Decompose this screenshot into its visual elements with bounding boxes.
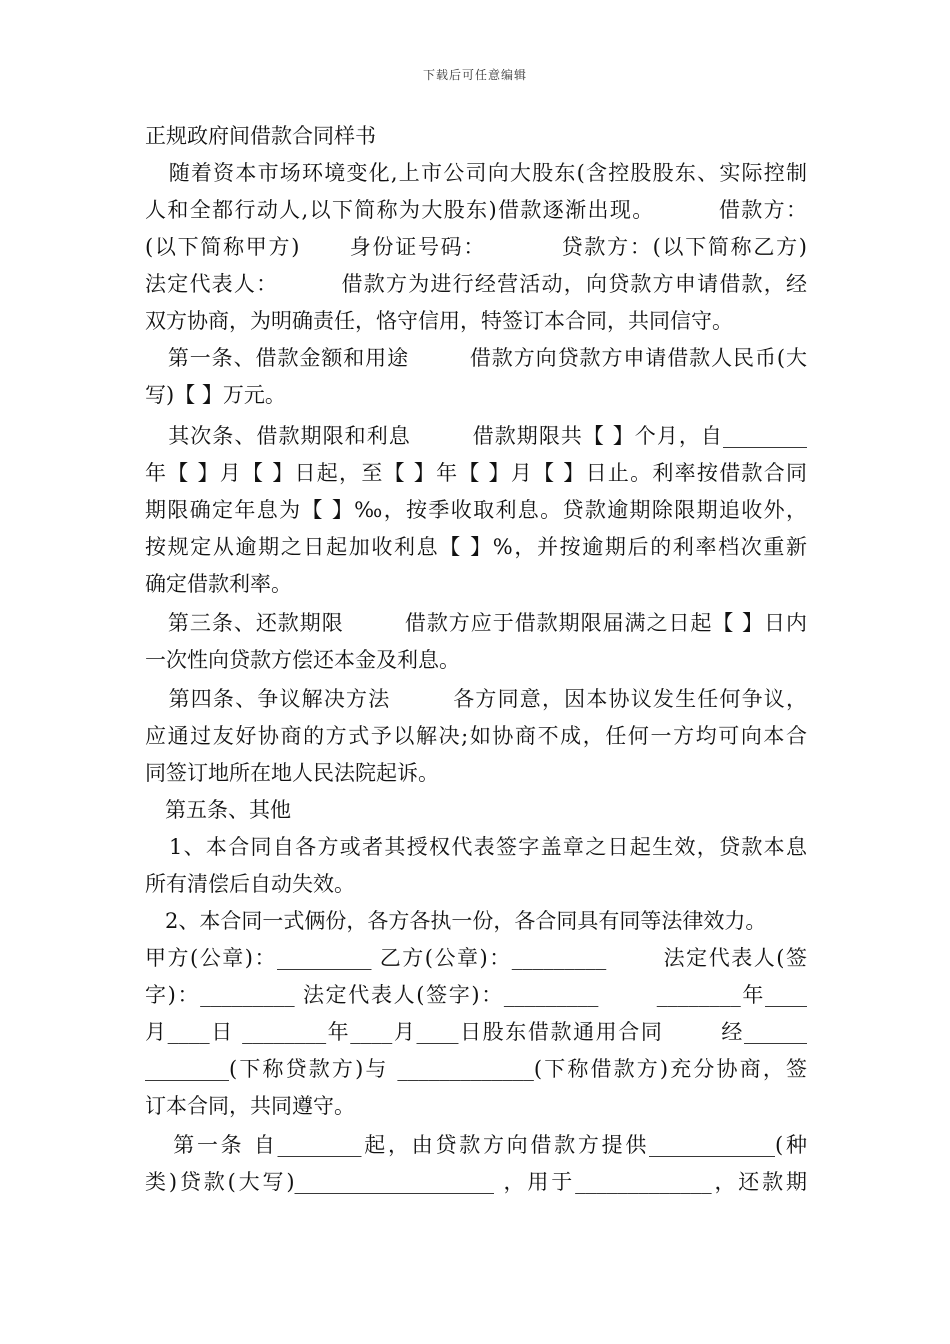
- document-title: 正规政府间借款合同样书: [145, 124, 376, 148]
- text-line: 年【 】月【 】日起，至【 】年【 】月【 】日止。利率按借款合同: [145, 461, 807, 485]
- text-line: 按规定从逾期之日起加收利息【 】%，并按逾期后的利率档次重新: [145, 535, 807, 559]
- text-line: (以下简称甲方) 身份证号码： 贷款方：(以下简称乙方): [145, 235, 807, 259]
- text-line: 随着资本市场环境变化,上市公司向大股东(含控股股东、实际控制: [145, 161, 807, 185]
- text-line: 写)【 】万元。: [145, 383, 286, 407]
- text-line: 一次性向贷款方偿还本金及利息。: [145, 648, 460, 672]
- signature-line: 甲方(公章)：_________ 乙方(公章)：_________ 法定代表人(签: [145, 946, 807, 970]
- text-line: 应通过友好协商的方式予以解决;如协商不成，任何一方均可向本合: [145, 724, 807, 748]
- text-line: 法定代表人： 借款方为进行经营活动，向贷款方申请借款，经: [145, 272, 807, 296]
- clause-heading-line: 第四条、争议解决方法 各方同意，因本协议发生任何争议，: [145, 687, 807, 711]
- page-header: 下载后可任意编辑: [422, 68, 527, 82]
- clause-heading-line: 第一条 自________起，由贷款方向借款方提供____________(种: [145, 1133, 807, 1157]
- text-line: 双方协商，为明确责任，恪守信用，特签订本合同，共同信守。: [145, 309, 733, 333]
- clause-heading-line: 其次条、借款期限和利息 借款期限共【 】个月，自________: [145, 424, 807, 448]
- text-line: 确定借款利率。: [145, 572, 292, 596]
- document-body: [145, 118, 807, 1201]
- clause-heading-line: 第五条、其他: [145, 798, 292, 822]
- text-line: 订本合同，共同遵守。: [145, 1094, 355, 1118]
- clause-heading-line: 第三条、还款期限 借款方应于借款期限届满之日起【 】日内: [145, 611, 807, 635]
- text-line: 人和全都行动人,以下简称为大股东)借款逐渐出现。 借款方：: [145, 198, 807, 222]
- text-line: 期限确定年息为【 】‰，按季收取利息。贷款逾期除限期追收外，: [145, 498, 807, 522]
- signature-line: 字)：_________ 法定代表人(签字)：_________ ________年____: [145, 983, 807, 1007]
- clause-heading-line: 第一条、借款金额和用途 借款方向贷款方申请借款人民币(大: [145, 346, 807, 370]
- text-line: 2、本合同一式俩份，各方各执一份，各合同具有同等法律效力。: [145, 909, 767, 933]
- text-line: 所有清偿后自动失效。: [145, 872, 355, 896]
- text-line: 类)贷款(大写)___________________ ，用于_____________，还款期: [145, 1170, 807, 1194]
- text-line: 1、本合同自各方或者其授权代表签字盖章之日起生效，贷款本息: [145, 835, 807, 859]
- signature-line: 月____日 ________年____月____日股东借款通用合同 经______: [145, 1020, 807, 1044]
- text-line: 同签订地所在地人民法院起诉。: [145, 761, 439, 785]
- text-line: ________(下称贷款方)与 _____________(下称借款方)充分协商，签: [145, 1057, 807, 1081]
